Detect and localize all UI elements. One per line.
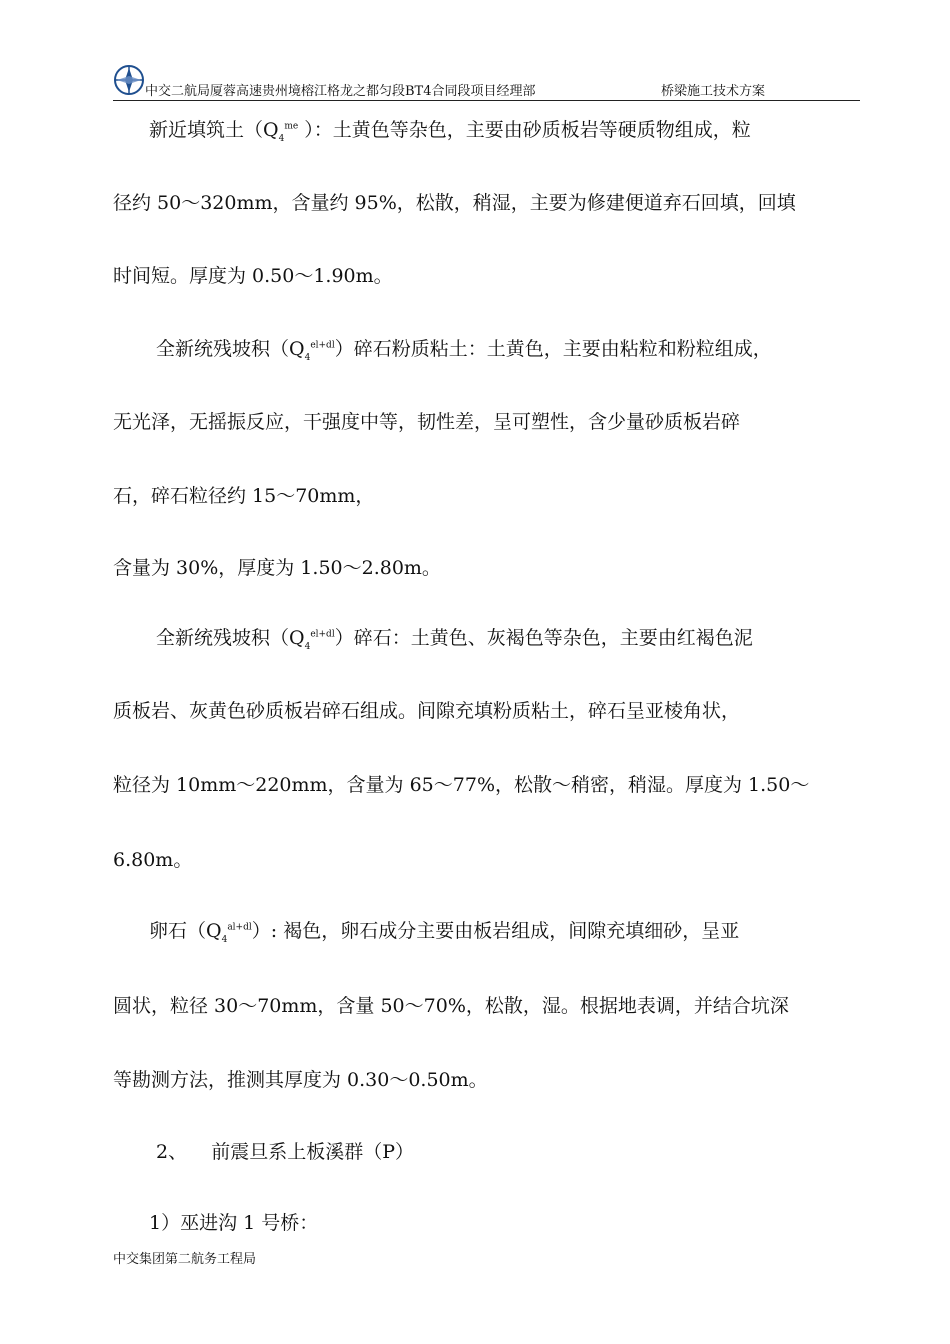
paragraph-3-line-3: 粒径为 10mm～220mm，含量为 65～77%，松散～稍密，稍湿。厚度为 1.50～ — [113, 774, 810, 796]
header-project-name: 中交二航局厦蓉高速贵州境榕江格龙之都匀段BT4合同段项目经理部 — [145, 84, 536, 99]
paragraph-4-line-1: 卵石$(Q_4^{al+dl})$: 褐色，卵石成分主要由板岩组成，间隙充填细砂，呈亚 — [149, 920, 740, 945]
paragraph-2-line-3: 石，碎石粒径约 15～70mm， — [113, 485, 375, 507]
paragraph-3-line-1: 全新统残坡积$(Q_4^{el+dl})$碎石：土黄色、灰褐色等杂色，主要由红褐色泥 — [156, 627, 753, 652]
paragraph-1-line-1: 新近填筑土（$Q_4^{me}$ ）：土黄色等杂色，主要由砂质板岩等硬质物组成，粒 — [149, 119, 751, 144]
paragraph-1-line-2: 径约 50～320mm，含量约 95%，松散，稍湿，主要为修建便道弃石回填，回填 — [113, 192, 796, 214]
page-header — [113, 62, 860, 101]
section-heading: 2、 前震旦系上板溪群（P） — [156, 1141, 415, 1163]
paragraph-3-line-4: 6.80m。 — [113, 849, 193, 871]
paragraph-2-line-2: 无光泽，无摇振反应，干强度中等，韧性差，呈可塑性，含少量砂质板岩碎 — [113, 411, 741, 433]
page-footer: 中交集团第二航务工程局 — [113, 1252, 257, 1267]
paragraph-2-line-4: 含量为 30%，厚度为 1.50～2.80m。 — [113, 557, 441, 579]
paragraph-4-line-3: 等勘测方法，推测其厚度为 0.30～0.50m。 — [113, 1069, 488, 1091]
paragraph-1-line-3: 时间短。厚度为 0.50～1.90m。 — [113, 265, 393, 287]
paragraph-3-line-2: 质板岩、灰黄色砂质板岩碎石组成。间隙充填粉质粘土，碎石呈亚棱角状， — [113, 700, 741, 722]
paragraph-2-line-1: 全新统残坡积$(Q_4^{el+dl})$碎石粉质粘土：土黄色，主要由粘粒和粉粒组成， — [156, 338, 772, 363]
paragraph-4-line-2: 圆状，粒径 30～70mm，含量 50～70%，松散，湿。根据地表调，并结合坑深 — [113, 995, 789, 1017]
company-logo-icon — [113, 64, 145, 96]
header-doc-title: 桥梁施工技术方案 — [661, 84, 766, 99]
sub-section-heading: 1）巫进沟 1 号桥： — [149, 1212, 319, 1234]
